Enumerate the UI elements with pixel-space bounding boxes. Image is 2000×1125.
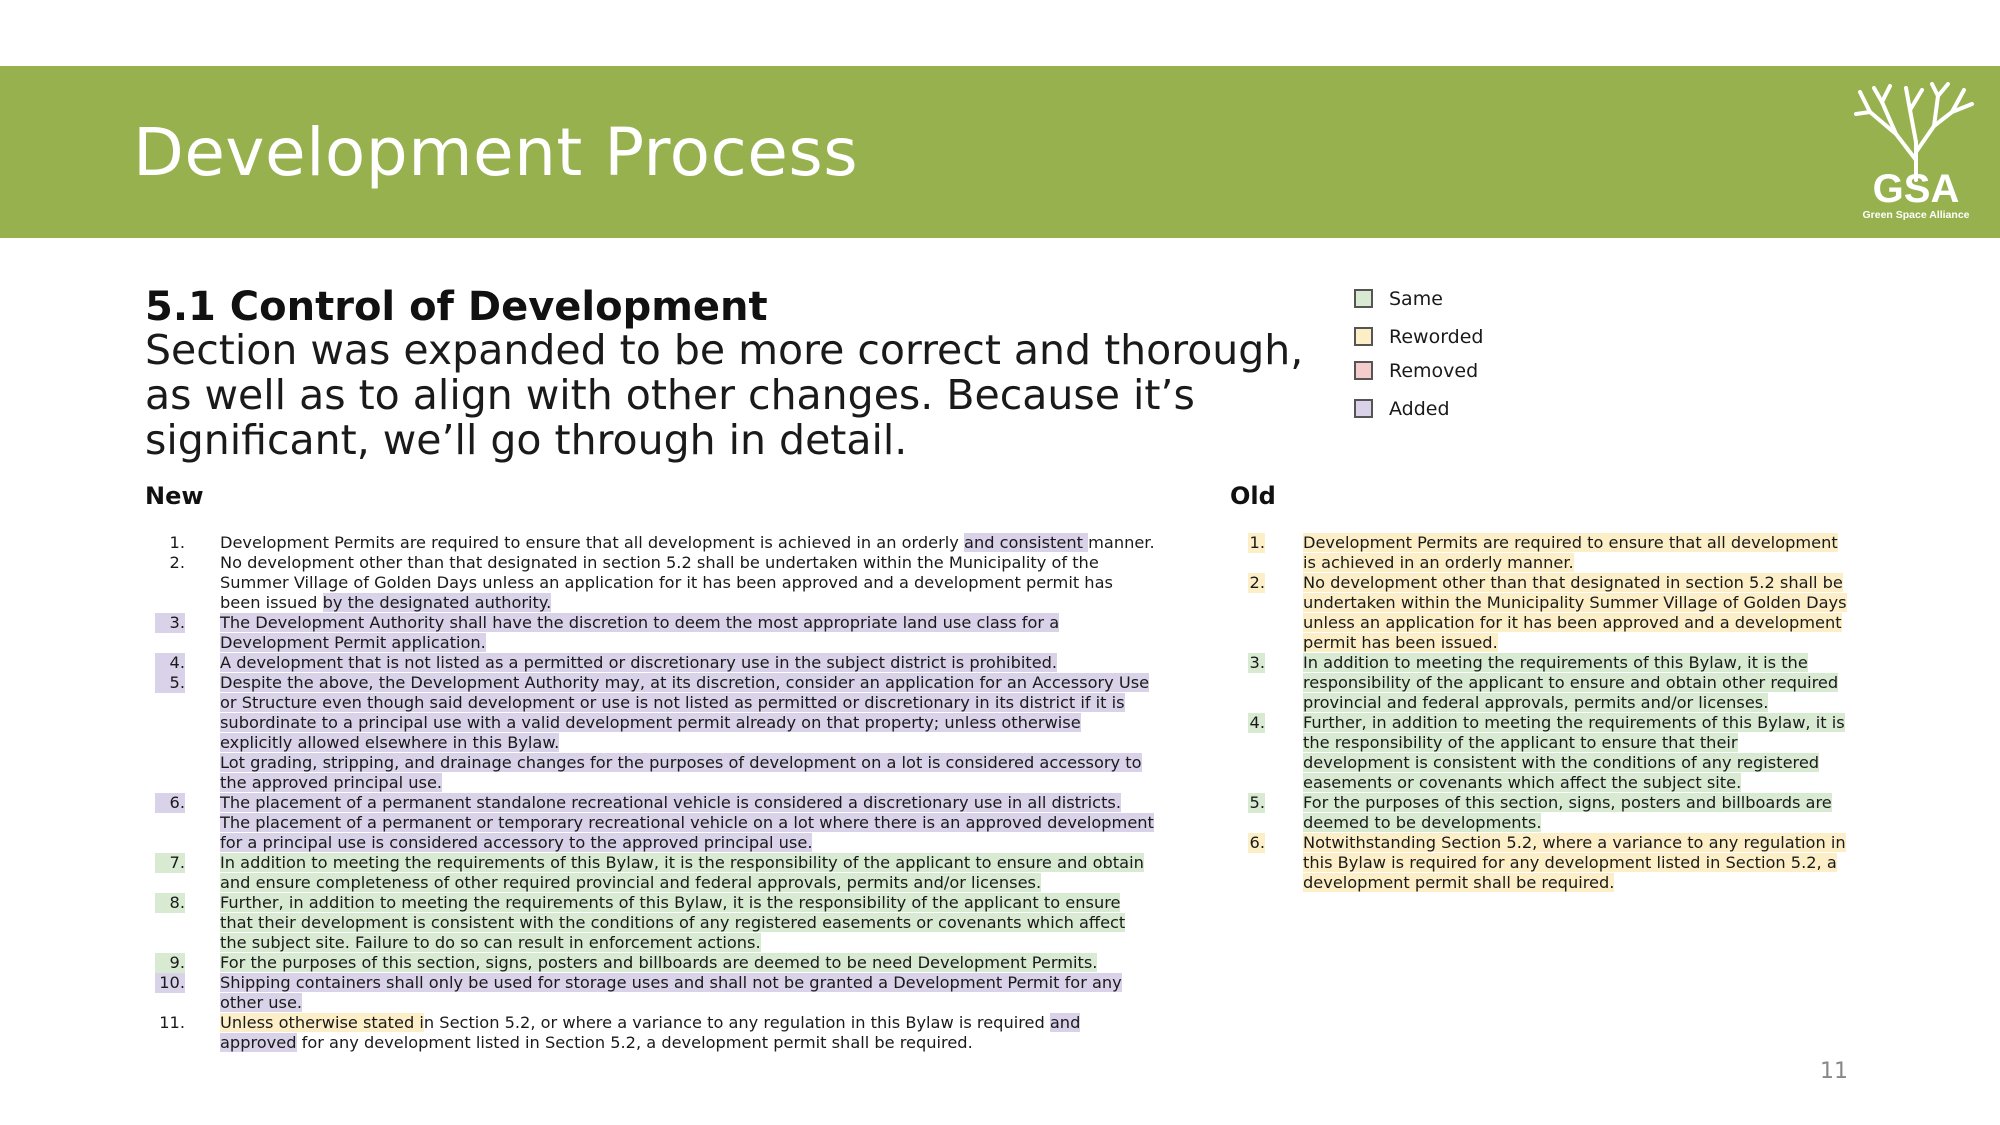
item-text [1303, 713, 1848, 793]
item-text [1303, 653, 1848, 713]
legend-swatch-same [1354, 289, 1373, 308]
text-added: and consistent [964, 533, 1089, 552]
item-number: 4. [155, 653, 185, 673]
old-list-item [1248, 533, 1848, 573]
logo-tagline: Green Space Alliance [1862, 209, 1970, 221]
item-number: 11. [159, 1013, 185, 1032]
item-text [220, 613, 1155, 653]
new-column-heading: New [145, 482, 204, 510]
new-list-item [155, 653, 1155, 673]
old-list-item [1248, 713, 1848, 793]
text-added: The placement of a permanent standalone recreational vehicle is considered a discretionary use in all districts. The placement of a permanent or temporary recreational vehicle on a lot where there is an approved development for a principal use is considered accessory to the approved principal use. [220, 793, 1154, 852]
old-list-item [1248, 833, 1848, 893]
legend-swatch-reworded [1354, 327, 1373, 346]
legend-label: Same [1389, 288, 1443, 310]
item-text [1303, 573, 1848, 653]
text-same: In addition to meeting the requirements of this Bylaw, it is the responsibility of the applicant to ensure and obtain and ensure completeness of other required provincial and federal approvals, permits and/or licenses. [220, 853, 1144, 892]
item-number: 2. [1249, 573, 1265, 592]
new-list-item [155, 953, 1155, 973]
text-plain: for any development listed in Section 5.2, a development permit shall be required. [296, 1033, 973, 1052]
text-plain: manner. [1088, 533, 1155, 552]
item-number: 7. [155, 853, 185, 873]
text-plain: No development other than that designated in section 5.2 shall be undertaken within the Municipality of the Summer Village of Golden Days unless an application for it has been approved and a development permit has been issued [220, 553, 1113, 612]
item-number: 2. [169, 553, 185, 572]
item-number: 10. [155, 973, 185, 993]
text-same: In addition to meeting the requirements of this Bylaw, it is the responsibility of the applicant to ensure and obtain other required provincial and federal approvals, permits and/or licenses. [1303, 653, 1839, 712]
new-bylaw-list [155, 533, 1155, 1053]
item-number: 4. [1249, 713, 1265, 732]
old-list-item [1248, 793, 1848, 833]
item-number: 6. [155, 793, 185, 813]
new-list-item [155, 553, 1155, 613]
legend-swatch-removed [1354, 361, 1373, 380]
item-text [1303, 793, 1848, 833]
section-subtitle: Section was expanded to be more correct and thorough, as well as to align with other changes. Because it’s significant, we’ll go through in detail. [145, 326, 1304, 464]
text-plain: n Section 5.2, or where a variance to any regulation in this Bylaw is required [423, 1013, 1050, 1032]
tree-icon [1852, 82, 1980, 222]
gsa-logo [1852, 82, 1980, 222]
item-text [220, 973, 1155, 1013]
text-added: A development that is not listed as a permitted or discretionary use in the subject district is prohibited. [220, 653, 1058, 672]
text-added: The Development Authority shall have the discretion to deem the most appropriate land use class for a Development Permit application. [220, 613, 1060, 652]
text-reworded: Unless otherwise stated i [220, 1013, 424, 1032]
old-list-item [1248, 573, 1848, 653]
item-text [220, 673, 1155, 793]
text-added: and approved [220, 1013, 1081, 1052]
new-list-item [155, 853, 1155, 893]
text-same: Further, in addition to meeting the requirements of this Bylaw, it is the responsibility of the applicant to ensure that their development is consistent with the conditions of any registered easements or covenants which affect the subject site. [1303, 713, 1845, 792]
new-list-item [155, 533, 1155, 553]
legend-label: Added [1389, 398, 1450, 420]
page-number: 11 [1820, 1059, 1848, 1084]
item-number: 1. [169, 533, 185, 552]
item-text [220, 653, 1155, 673]
old-column-heading: Old [1230, 482, 1276, 510]
text-same: For the purposes of this section, signs, posters and billboards are deemed to be need Development Permits. [220, 953, 1098, 972]
logo-text: GSA [1872, 167, 1960, 211]
item-text [1303, 533, 1848, 573]
item-text [220, 953, 1155, 973]
item-number: 5. [155, 673, 185, 693]
legend-swatch-added [1354, 399, 1373, 418]
item-number: 9. [155, 953, 185, 973]
text-added: by the designated authority. [322, 593, 552, 612]
text-plain: Development Permits are required to ensure that all development is achieved in an orderly [220, 533, 965, 552]
item-number: 5. [1249, 793, 1265, 812]
item-text [220, 793, 1155, 853]
text-reworded: Development Permits are required to ensure that all development is achieved in an orderly manner. [1303, 533, 1838, 572]
item-text [1303, 833, 1848, 893]
item-text [220, 853, 1155, 893]
old-list-item [1248, 653, 1848, 713]
item-number: 8. [155, 893, 185, 913]
item-text [220, 1013, 1155, 1053]
item-text [220, 553, 1155, 613]
new-list-item [155, 893, 1155, 953]
item-number: 3. [1249, 653, 1265, 672]
text-added: Despite the above, the Development Authority may, at its discretion, consider an application for an Accessory Use or Structure even though said development or use is not listed as permitted or discretionary in its district if it is subordinate to a principal use with a valid development permit already on that property; unless otherwise explicitly allowed elsewhere in this Bylaw. [220, 673, 1150, 752]
text-same: Further, in addition to meeting the requirements of this Bylaw, it is the responsibility of the applicant to ensure that their development is consistent with the conditions of any registered easements or covenants which affect the subject site. Failure to do so can result in enforcement actions. [220, 893, 1126, 952]
legend-label: Removed [1389, 360, 1479, 382]
new-list-item [155, 673, 1155, 793]
item-text [220, 893, 1155, 953]
item-number: 3. [155, 613, 185, 633]
old-bylaw-list [1248, 533, 1848, 893]
section-heading: 5.1 Control of Development [145, 284, 768, 330]
item-number: 6. [1249, 833, 1265, 852]
legend-label: Reworded [1389, 326, 1484, 348]
text-added: Shipping containers shall only be used for storage uses and shall not be granted a Development Permit for any other use. [220, 973, 1122, 1012]
text-same: For the purposes of this section, signs, posters and billboards are deemed to be developments. [1303, 793, 1832, 832]
new-list-item [155, 793, 1155, 853]
text-reworded: Notwithstanding Section 5.2, where a variance to any regulation in this Bylaw is required for any development listed in Section 5.2, a development permit shall be required. [1303, 833, 1846, 892]
new-list-item [155, 973, 1155, 1013]
new-list-item [155, 1013, 1155, 1053]
new-list-item [155, 613, 1155, 653]
text-reworded: No development other than that designated in section 5.2 shall be undertaken within the Municipality Summer Village of Golden Days unless an application for it has been approved and a development permit has been issued. [1303, 573, 1847, 652]
slide-title: Development Process [133, 114, 859, 191]
item-number: 1. [1249, 533, 1265, 552]
item-text [220, 533, 1155, 553]
text-added: Lot grading, stripping, and drainage changes for the purposes of development on a lot is considered accessory to the approved principal use. [220, 753, 1142, 792]
